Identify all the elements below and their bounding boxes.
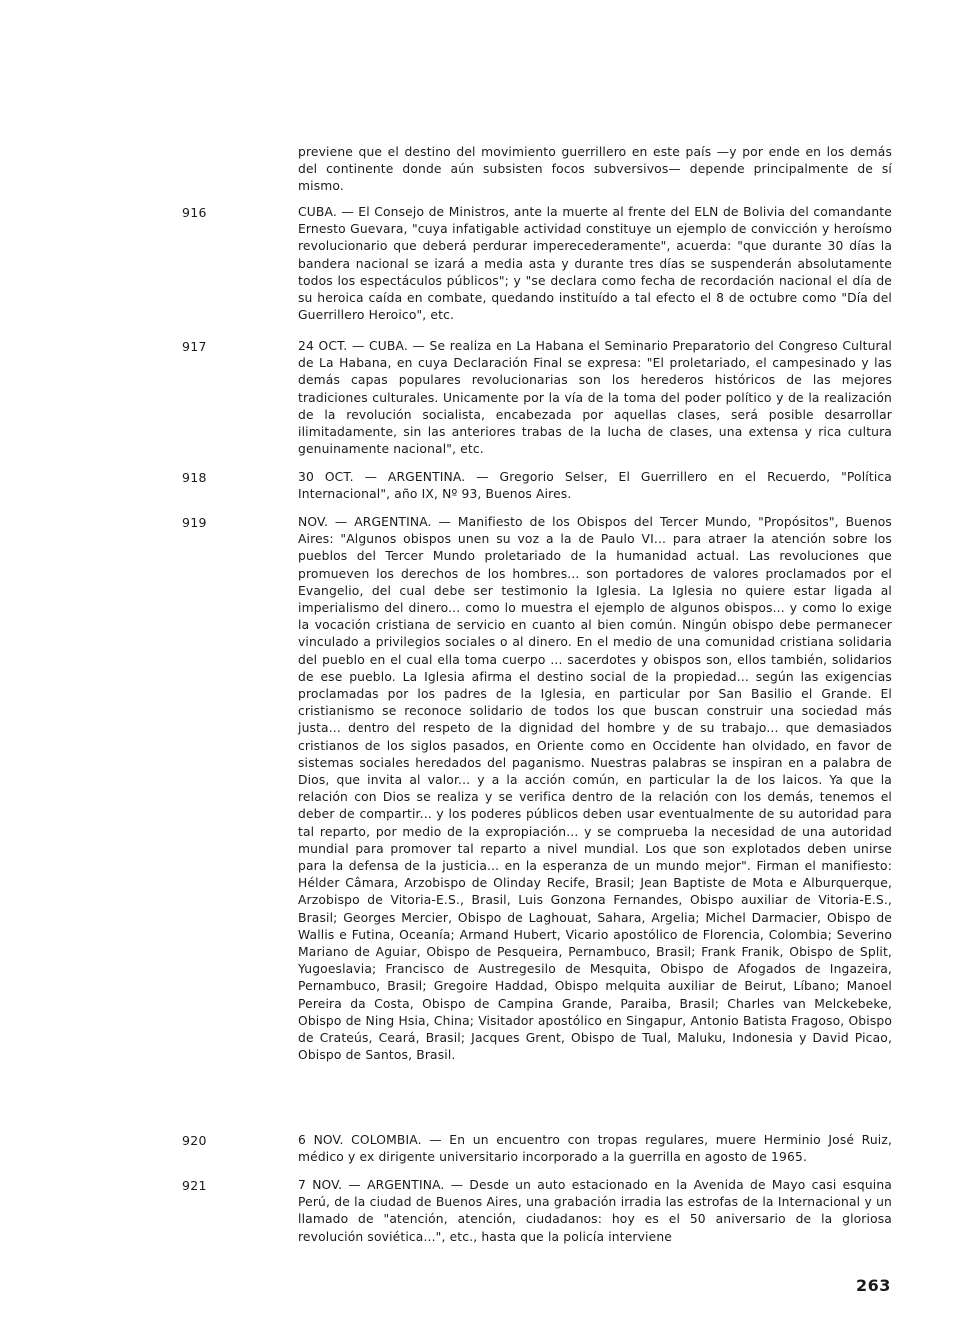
page-number: 263 [856,1276,891,1295]
entry-number: 920 [182,1133,207,1148]
entry-text: 7 NOV. — ARGENTINA. — Desde un auto estacionado en la Avenida de Mayo casi esquina Perú, de la ciudad de Buenos Aires, una grabación irradia las estrofas de la Internacional y un llamado de "atención, atención, ciudadanos: hoy es el 50 aniversario de la gloriosa revolución soviética...", etc., hasta que la policía interviene [298,1178,892,1244]
entry-number: 921 [182,1178,207,1193]
entry-text: 30 OCT. — ARGENTINA. — Gregorio Selser, El Guerrillero en el Recuerdo, "Política Internacional", año IX, Nº 93, Buenos Aires. [298,470,892,502]
entry-number: 919 [182,515,207,530]
entry-text: 6 NOV. COLOMBIA. — En un encuentro con tropas regulares, muere Herminio José Ruiz, médico y ex dirigente universitario incorporado a la guerrilla en agosto de 1965. [298,1133,892,1165]
entry-number: 918 [182,470,207,485]
entry-number: 916 [182,205,207,220]
entry-text: CUBA. — El Consejo de Ministros, ante la muerte al frente del ELN de Bolivia del comandante Ernesto Guevara, "cuya infatigable actividad constituye un ejemplo de convicción y heroísmo revolucionario que deberá perdurar imperecederamente", acuerda: "que durante 30 días la bandera nacional se izará a media asta y durante tres días se suspenderán absolutamente todos los espectáculos públicos"; y "se declara como fecha de recordación nacional el día de su heroica caída en combate, quedando instituído a tal efecto el 8 de octubre como "Día del Guerrillero Heroico", etc. [298,205,892,323]
intro-paragraph: previene que el destino del movimiento guerrillero en este país —y por ende en los demás del continente donde aún subsisten focos subversivos— depende principalmente de sí mismo. [298,145,892,194]
entry-text: NOV. — ARGENTINA. — Manifiesto de los Obispos del Tercer Mundo, "Propósitos", Buenos Aires: "Algunos obispos unen su voz a la de Paulo VI... para atraer la atención sobre los pueblos del Tercer Mundo proletariado de la humanidad actual. Las revoluciones que promueven los derechos de los hombres... son portadores de valores proclamados por el Evangelio, del cual debe ser testimonio la Iglesia. La Iglesia no quiere estar ligada al imperialismo del dinero... como lo muestra el ejemplo de algunos obispos... y como lo exige la vocación cristiana de servicio en cuanto al bien común. Ningún obispo debe permanecer vinculado a privilegios sociales o al dinero. En el medio de una comunidad cristiana solidaria del pueblo en el cual ella toma cuerpo ... sacerdotes y obispos son, ellos también, solidarios de ese pueblo. La Iglesia afirma el destino social de la propiedad... según las exigencias proclamadas por los padres de la Iglesia, en particular por San Basilio el Grande. El cristianismo se reconoce solidario de todos los que buscan construir una sociedad más justa... dentro del respeto de la dignidad del hombre y de su trabajo... que demasiados cristianos de los siglos pasados, en Oriente como en Occidente han olvidado, en favor de sistemas sociales heredados del paganismo. Nuestras palabras se inspiran en a palabra de Dios, que invita al valor... y a la acción común, en particular la de los laicos. Ya que la relación con Dios se realiza y se verifica dentro de la relación con los demás, tenemos el deber de compartir... y los poderes públicos deben usar eventualmente de su autoridad para tal reparto, por medio de la expropiación... y se comprueba la necesidad de una autoridad mundial para promover tal reparto a nivel mundial. Los que son explotados deben unirse para la defensa de la justicia... en la esperanza de un mundo mejor". Firman el manifiesto: Hélder Câmara, Arzobispo de Olinday Recife, Brasil; Jean Baptiste de Mota e Alburquerque, Arzobispo de Vitoria-E.S., Brasil, Luis Gonzona Fernandes, Obispo auxiliar de Vitoria-E.S., Brasil; Georges Mercier, Obispo de Laghouat, Sahara, Argelia; Michel Darmacier, Obispo de Wallis e Futina, Oceanía; Armand Hubert, Vicario apostólico de Florencia, Colombia; Severino Mariano de Aguiar, Obispo de Pesqueira, Pernambuco, Brasil; Frank Franik, Obispo de Split, Yugoeslavia; Francisco de Austregesilo de Mesquita, Obispo de Afogados de Ingazeira, Pernambuco, Brasil; Gregoire Haddad, Obispo melquita auxiliar de Beirut, Líbano; Manoel Pereira da Costa, Obispo de Campina Grande, Paraiba, Brasil; Charles van Melckebeke, Obispo de Ning Hsia, China; Visitador apostólico en Singapur, Antonio Batista Fragoso, Obispo de Crateús, Ceará, Brasil; Jacques Grent, Obispo de Tual, Maluku, Indonesia y David Picao, Obispo de Santos, Brasil. [298,515,892,1063]
entry-text: 24 OCT. — CUBA. — Se realiza en La Habana el Seminario Preparatorio del Congreso Cultural de La Habana, en cuya Declaración Final se expresa: "El proletariado, el campesinado y las demás capas populares revolucionarias son los herederos históricos de las mejores tradiciones culturales. Unicamente por la vía de la toma del poder político y de la realización de la revolución socialista, encabezada por aquellas clases, será posible desarrollar ilimitadamente, sin las anteriores trabas de la lucha de clases, una extensa y rica cultura genuinamente nacional", etc. [298,339,892,457]
entry-number: 917 [182,339,207,354]
